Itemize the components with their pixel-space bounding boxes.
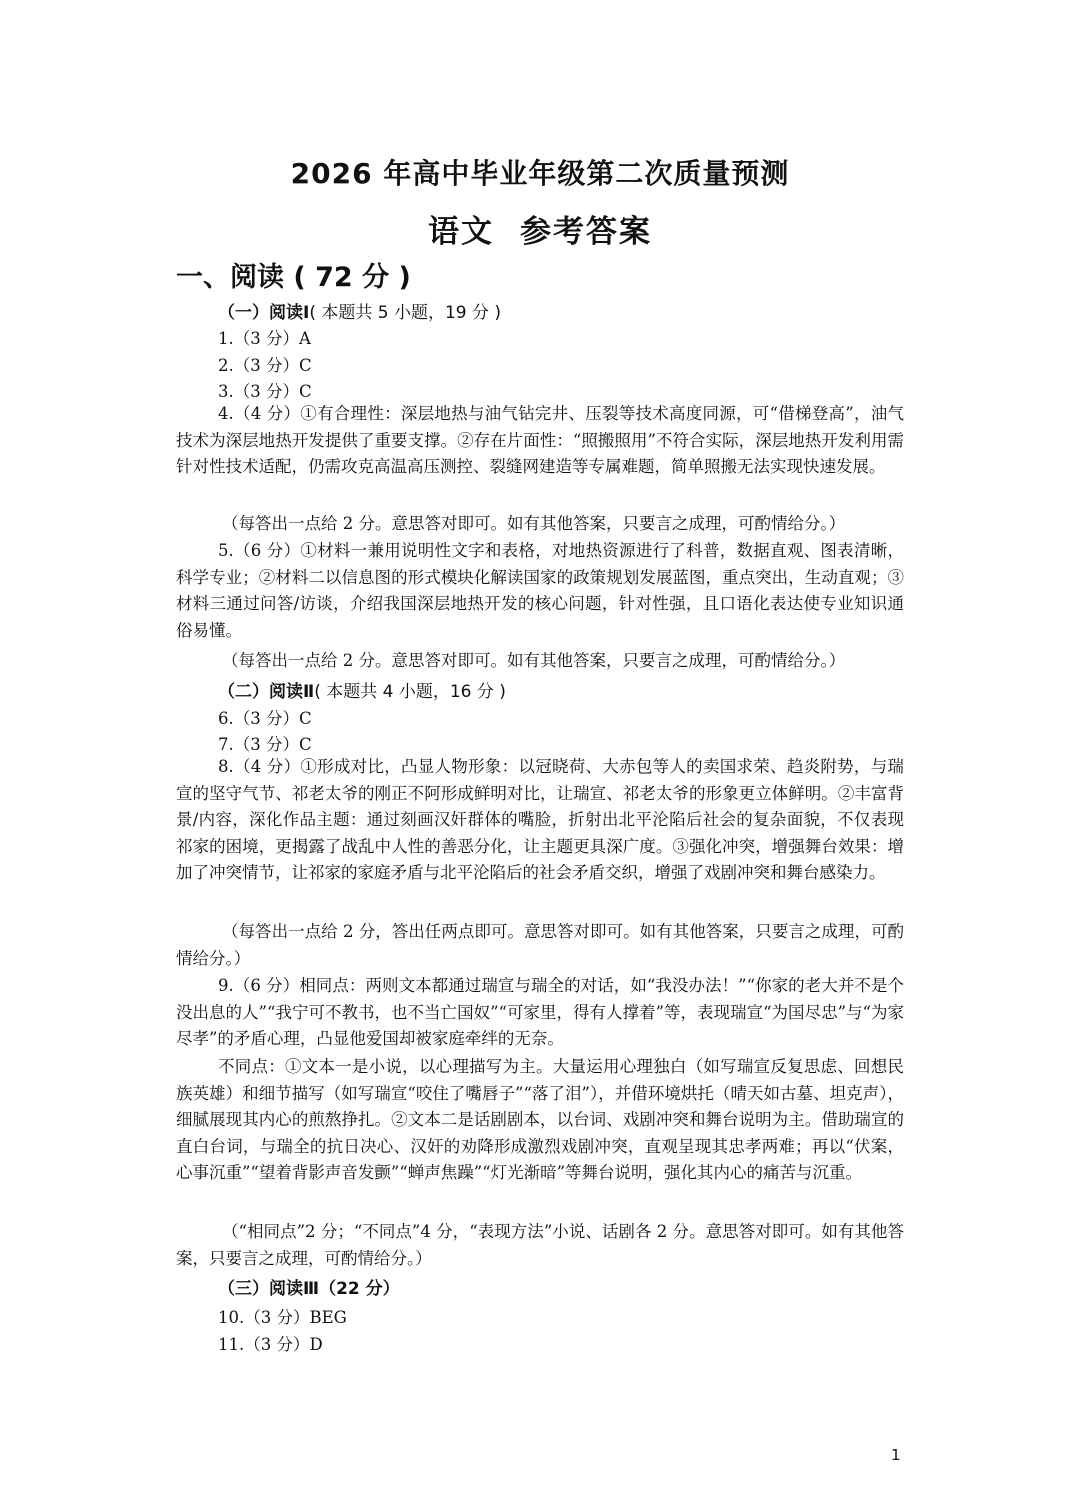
- answer-q3: 3.（3 分）C: [218, 382, 312, 401]
- section-heading-reading: 一、阅读 ( 72 分 ): [176, 262, 411, 293]
- reading-3-heading: [218, 1274, 400, 1299]
- answer-q11: 11.（3 分）D: [218, 1335, 323, 1354]
- scoring-note-q5: （每答出一点给 2 分。意思答对即可。如有其他答案，只要言之成理，可酌情给分。）: [222, 651, 846, 670]
- reading-1-heading-note: ( 本题共 5 小题，19 分 ): [309, 303, 502, 323]
- answer-q1: 1.（3 分）A: [218, 329, 311, 348]
- document-title: 2026 年高中毕业年级第二次质量预测: [290, 157, 790, 190]
- reading-2-heading-label: （二）阅读Ⅱ: [218, 682, 315, 702]
- scoring-note-q9: （“相同点”2 分；“不同点”4 分，“表现方法”小说、话剧各 2 分。意思答对即可。如有其他答案，只要言之成理，可酌情给分。）: [176, 1222, 904, 1268]
- answer-q9-similarity: 9.（6 分）相同点：两则文本都通过瑞宣与瑞全的对话，如“我没办法！”“你家的老大并不是个没出息的人”“我宁可不教书，也不当亡国奴”“可家里，得有人撑着”等，表现瑞宣“为国尽忠”与“为家尽孝”的矛盾心理，凸显他爱国却被家庭牵绊的无奈。: [176, 976, 904, 1049]
- reading-1-heading: [218, 298, 501, 323]
- answer-key-label: 参考答案: [520, 214, 652, 250]
- document-subtitle: [0, 206, 1080, 251]
- reading-2-heading-note: ( 本题共 4 小题，16 分 ): [314, 682, 506, 702]
- answer-q10: 10.（3 分）BEG: [218, 1308, 347, 1327]
- answer-q9-difference: 不同点：①文本一是小说，以心理描写为主。大量运用心理独白（如写瑞宣反复思虑、回想民族英雄）和细节描写（如写瑞宣“咬住了嘴唇子”“落了泪”），并借环境烘托（晴天如古墓、坦克声），细腻展现其内心的煎熬挣扎。②文本二是话剧剧本，以台词、戏剧冲突和舞台说明为主。借助瑞宣的直白台词，与瑞全的抗日决心、汉奸的劝降形成激烈戏剧冲突，直观呈现其忠孝两难；再以“伏案，心事沉重”“望着背影声音发颤”“蝉声焦躁”“灯光渐暗”等舞台说明，强化其内心的痛苦与沉重。: [176, 1057, 904, 1183]
- scoring-note-q8: （每答出一点给 2 分，答出任两点即可。意思答对即可。如有其他答案，只要言之成理，可酌情给分。）: [176, 922, 904, 968]
- answer-q7: 7.（3 分）C: [218, 735, 312, 754]
- reading-3-heading-label: （三）阅读Ⅲ（22 分）: [218, 1279, 400, 1299]
- scoring-note-q4: （每答出一点给 2 分。意思答对即可。如有其他答案，只要言之成理，可酌情给分。）: [222, 514, 846, 533]
- page-number: 1: [891, 1446, 901, 1464]
- answer-q8: 8.（4 分）①形成对比，凸显人物形象：以冠晓荷、大赤包等人的卖国求荣、趋炎附势，与瑞宣的坚守气节、祁老太爷的刚正不阿形成鲜明对比，让瑞宣、祁老太爷的形象更立体鲜明。②丰富背景/内容，深化作品主题：通过刻画汉奸群体的嘴脸，折射出北平沦陷后社会的复杂面貌，不仅表现祁家的困境，更揭露了战乱中人性的善恶分化，让主题更具深广度。③强化冲突，增强舞台效果：增加了冲突情节，让祁家的家庭矛盾与北平沦陷后的社会矛盾交织，增强了戏剧冲突和舞台感染力。: [176, 757, 904, 883]
- answer-q6: 6.（3 分）C: [218, 709, 312, 728]
- answer-q2: 2.（3 分）C: [218, 356, 312, 375]
- answer-q5: 5.（6 分）①材料一兼用说明性文字和表格，对地热资源进行了科普，数据直观、图表清晰，科学专业；②材料二以信息图的形式模块化解读国家的政策规划发展蓝图，重点突出，生动直观；③材料三通过问答/访谈，介绍我国深层地热开发的核心问题，针对性强，且口语化表达使专业知识通俗易懂。: [176, 541, 904, 640]
- subject-label: 语文: [428, 214, 494, 250]
- answer-q4: 4.（4 分）①有合理性：深层地热与油气钻完井、压裂等技术高度同源，可“借梯登高”，油气技术为深层地热开发提供了重要支撑。②存在片面性：“照搬照用”不符合实际，深层地热开发利用需针对性技术适配，仍需攻克高温高压测控、裂缝网建造等专属难题，简单照搬无法实现快速发展。: [176, 404, 904, 477]
- reading-1-heading-label: （一）阅读Ⅰ: [218, 303, 310, 323]
- reading-2-heading: [218, 677, 506, 702]
